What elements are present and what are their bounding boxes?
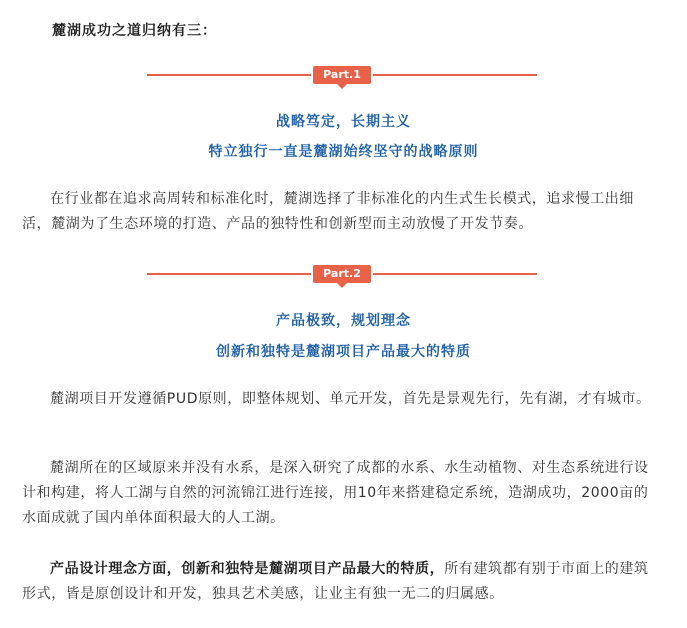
- intro-heading: 麓湖成功之道归纳有三：: [52, 23, 217, 39]
- part-2-badge: Part.2: [313, 265, 371, 283]
- part-1-title: 战略笃定，长期主义: [276, 114, 411, 130]
- paragraph-rest: 所有建筑都有别于市面上的建筑形式，皆是原创设计和开发，独具艺术美感，让业主有独一无二的归属感。: [22, 561, 649, 602]
- part-2-paragraph-3: [22, 557, 662, 607]
- paragraph-bold-lead: 产品设计理念方面，创新和独特是麓湖项目产品最大的特质，: [50, 561, 445, 577]
- part-1-divider: [147, 66, 537, 84]
- part-2-paragraph-2: 麓湖所在的区域原来并没有水系，是深入研究了成都的水系、水生动植物、对生态系统进行设计和构建，将人工湖与自然的河流锦江进行连接，用10年来搭建稳定系统，造湖成功，2000亩的水面成就了国内单体面积最大的人工湖。: [22, 460, 649, 526]
- part-1-paragraph-1: 在行业都在追求高周转和标准化时，麓湖选择了非标准化的内生式生长模式，追求慢工出细活，麓湖为了生态环境的打造、产品的独特性和创新型而主动放慢了开发节奏。: [22, 191, 634, 232]
- part-2-title: 产品极致，规划理念: [276, 313, 411, 329]
- part-2-subtitle: 创新和独特是麓湖项目产品最大的特质: [216, 344, 471, 360]
- part-1-badge: Part.1: [313, 66, 371, 84]
- part-1-subtitle: 特立独行一直是麓湖始终坚守的战略原则: [208, 144, 479, 160]
- divider-line-right: [373, 74, 537, 76]
- part-2-paragraph-1: 麓湖项目开发遵循PUD原则，即整体规划、单元开发，首先是景观先行，先有湖，才有城市。: [50, 391, 651, 407]
- divider-line-left: [147, 74, 311, 76]
- divider-line-right: [373, 273, 537, 275]
- part-2-divider: [147, 265, 537, 283]
- divider-line-left: [147, 273, 311, 275]
